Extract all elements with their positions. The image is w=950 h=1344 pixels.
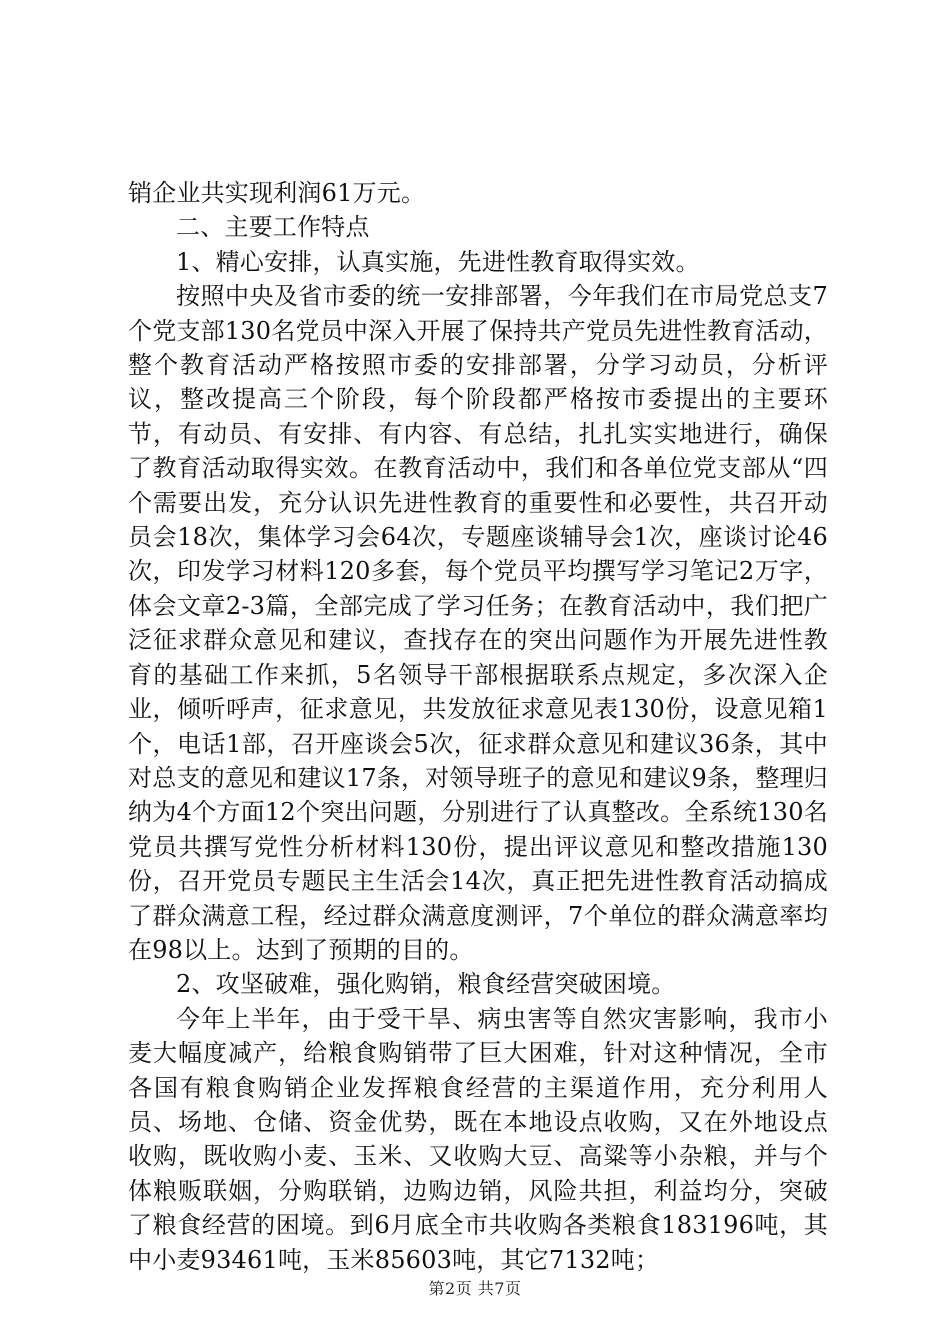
paragraph-education: 按照中央及省市委的统一安排部署，今年我们在市局党总支7个党支部130名党员中深入开展了保持共产党员先进性教育活动，整个教育活动严格按照市委的安排部署，分学习动员，分析评议，整改提高三个阶段，每个阶段都严格按市委提出的主要环节，有动员、有安排、有内容、有总结，扎扎实实地进行，确保了教育活动取得实效。在教育活动中，我们和各单位党支部从“四个需要出发，充分认识先进性教育的重要性和必要性，共召开动员会18次，集体学习会64次，专题座谈辅导会1次，座谈讨论46次，印发学习材料120多套，每个党员平均撰写学习笔记2万字，体会文章2-3篇，全部完成了学习任务；在教育活动中，我们把广泛征求群众意见和建议，查找存在的突出问题作为开展先进性教育的基础工作来抓，5名领导干部根据联系点规定，多次深入企业，倾听呼声，征求意见，共发放征求意见表130份，设意见箱1个，电话1部，召开座谈会5次，征求群众意见和建议36条，其中对总支的意见和建议17条，对领导班子的意见和建议9条，整理归纳为4个方面12个突出问题，分别进行了认真整改。全系统130名党员共撰写党性分析材料130份，提出评议意见和整改措施130份，召开党员专题民主生活会14次，真正把先进性教育活动搞成了群众满意工程，经过群众满意度测评，7个单位的群众满意率均在98以上。达到了预期的目的。	[128, 282, 828, 964]
paragraph-continuation: 销企业共实现利润61万元。	[128, 179, 426, 207]
subsection-heading-2: 2、攻坚破难，强化购销，粮食经营突破困境。	[176, 970, 676, 999]
paragraph-grain-purchase: 今年上半年，由于受干旱、病虫害等自然灾害影响，我市小麦大幅度减产，给粮食购销带了巨大困难，针对这种情况，全市各国有粮食购销企业发挥粮食经营的主渠道作用，充分利用人员、场地、仓储、资金优势，既在本地设点收购，又在外地设点收购，既收购小麦、玉米、又收购大豆、高粱等小杂粮，并与个体粮贩联姻，分购联销，边购边销，风险共担，利益均分，突破了粮食经营的困境。到6月底全市共收购各类粮食183196吨，其中小麦93461吨，玉米85603吨，其它7132吨；	[128, 1004, 828, 1274]
section-heading: 二、主要工作特点	[176, 213, 370, 242]
subsection-heading-1: 1、精心安排，认真实施，先进性教育取得实效。	[176, 247, 700, 276]
page-footer: 第2页 共7页	[428, 1279, 522, 1298]
document-body	[128, 176, 828, 1277]
